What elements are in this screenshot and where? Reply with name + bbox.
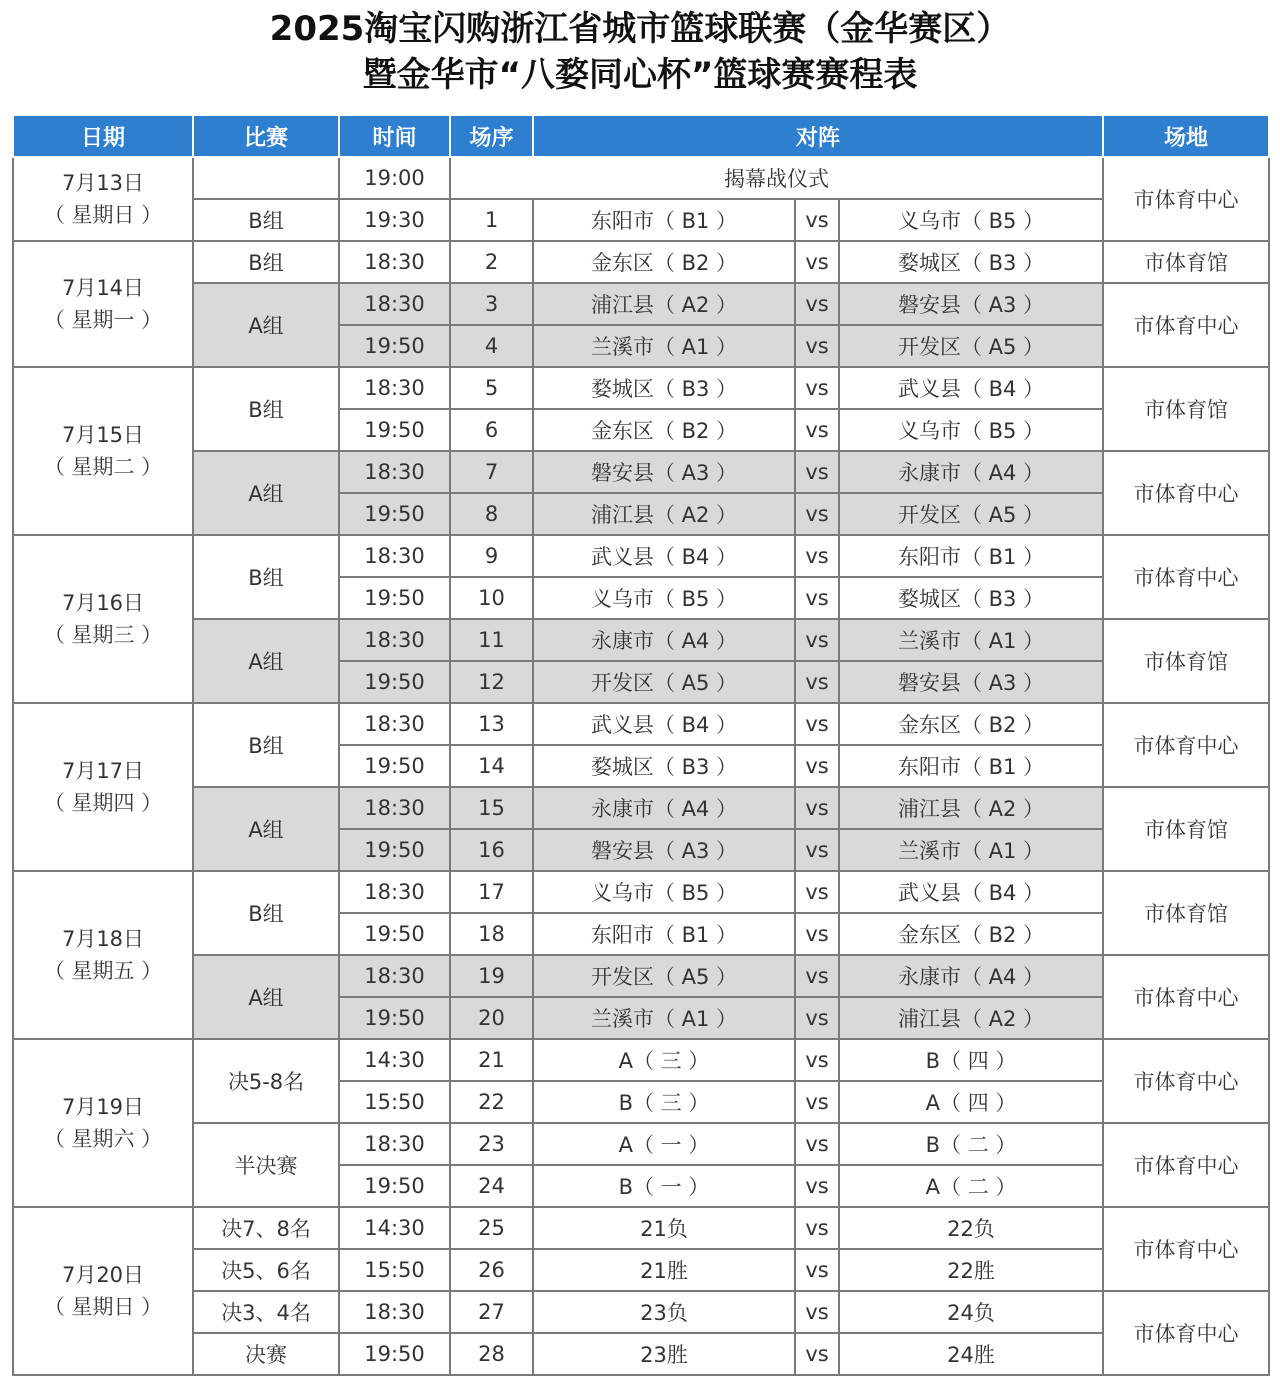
vs-cell: vs [795, 787, 839, 829]
date-cell [13, 871, 193, 1039]
home-team-cell: 23胜 [533, 1333, 795, 1375]
time-cell: 19:30 [339, 199, 450, 241]
weekday-text: （ 星期三 ） [43, 623, 163, 647]
home-team-cell: 浦江县（ A2 ） [533, 493, 795, 535]
date-cell [13, 157, 193, 241]
date-cell [13, 703, 193, 871]
table-row [13, 1249, 1269, 1291]
vs-cell: vs [795, 871, 839, 913]
seq-cell: 11 [450, 619, 533, 661]
seq-cell: 20 [450, 997, 533, 1039]
away-team-cell: 东阳市（ B1 ） [839, 535, 1103, 577]
time-cell: 19:50 [339, 493, 450, 535]
seq-cell: 8 [450, 493, 533, 535]
venue-cell: 市体育中心 [1103, 703, 1269, 787]
seq-cell: 4 [450, 325, 533, 367]
date-cell [13, 1039, 193, 1207]
time-cell: 15:50 [339, 1249, 450, 1291]
weekday-text: （ 星期二 ） [43, 455, 163, 479]
table-row [13, 157, 1269, 199]
weekday-text: （ 星期四 ） [43, 791, 163, 815]
table-row [13, 703, 1269, 745]
time-cell: 19:50 [339, 325, 450, 367]
weekday-text: （ 星期日 ） [43, 1295, 163, 1319]
away-team-cell: 义乌市（ B5 ） [839, 199, 1103, 241]
seq-cell: 1 [450, 199, 533, 241]
home-team-cell: 婺城区（ B3 ） [533, 367, 795, 409]
home-team-cell: 永康市（ A4 ） [533, 787, 795, 829]
venue-cell: 市体育中心 [1103, 157, 1269, 241]
vs-cell: vs [795, 1165, 839, 1207]
seq-cell: 2 [450, 241, 533, 283]
title-line-2: 暨金华市“八婺同心杯”篮球赛赛程表 [362, 55, 918, 95]
time-cell: 19:50 [339, 829, 450, 871]
time-cell: 18:30 [339, 241, 450, 283]
group-cell: B组 [193, 703, 339, 787]
date-text: 7月13日 [61, 171, 145, 195]
time-cell: 19:50 [339, 661, 450, 703]
away-team-cell: A（ 二 ） [839, 1165, 1103, 1207]
header-date: 日期 [13, 115, 193, 157]
seq-cell: 7 [450, 451, 533, 493]
home-team-cell: 磐安县（ A3 ） [533, 451, 795, 493]
time-cell: 19:50 [339, 409, 450, 451]
venue-cell: 市体育中心 [1103, 1207, 1269, 1291]
vs-cell: vs [795, 1081, 839, 1123]
home-team-cell: 婺城区（ B3 ） [533, 745, 795, 787]
venue-cell: 市体育馆 [1103, 241, 1269, 283]
time-cell: 18:30 [339, 955, 450, 997]
weekday-text: （ 星期日 ） [43, 203, 163, 227]
group-cell: 决5、6名 [193, 1249, 339, 1291]
seq-cell: 16 [450, 829, 533, 871]
away-team-cell: 磐安县（ A3 ） [839, 283, 1103, 325]
date-text: 7月17日 [61, 759, 145, 783]
header-match: 对阵 [533, 115, 1103, 157]
vs-cell: vs [795, 1291, 839, 1333]
table-row [13, 1123, 1269, 1165]
seq-cell: 17 [450, 871, 533, 913]
group-cell: A组 [193, 451, 339, 535]
seq-cell: 3 [450, 283, 533, 325]
date-cell [13, 241, 193, 367]
venue-cell: 市体育馆 [1103, 787, 1269, 871]
home-team-cell: 东阳市（ B1 ） [533, 913, 795, 955]
time-cell: 18:30 [339, 1291, 450, 1333]
date-cell [13, 535, 193, 703]
away-team-cell: 金东区（ B2 ） [839, 703, 1103, 745]
vs-cell: vs [795, 493, 839, 535]
time-cell: 18:30 [339, 703, 450, 745]
home-team-cell: 23负 [533, 1291, 795, 1333]
vs-cell: vs [795, 661, 839, 703]
seq-cell: 24 [450, 1165, 533, 1207]
table-row [13, 619, 1269, 661]
seq-cell: 21 [450, 1039, 533, 1081]
date-text: 7月15日 [61, 423, 145, 447]
vs-cell: vs [795, 829, 839, 871]
date-text: 7月16日 [61, 591, 145, 615]
seq-cell: 18 [450, 913, 533, 955]
away-team-cell: 浦江县（ A2 ） [839, 997, 1103, 1039]
ceremony-cell: 揭幕战仪式 [450, 157, 1103, 199]
date-cell [13, 367, 193, 535]
home-team-cell: 武义县（ B4 ） [533, 535, 795, 577]
home-team-cell: 永康市（ A4 ） [533, 619, 795, 661]
away-team-cell: 永康市（ A4 ） [839, 451, 1103, 493]
table-row [13, 283, 1269, 325]
vs-cell: vs [795, 955, 839, 997]
vs-cell: vs [795, 451, 839, 493]
seq-cell: 22 [450, 1081, 533, 1123]
away-team-cell: 婺城区（ B3 ） [839, 577, 1103, 619]
away-team-cell: 武义县（ B4 ） [839, 871, 1103, 913]
away-team-cell: B（ 二 ） [839, 1123, 1103, 1165]
venue-cell: 市体育中心 [1103, 535, 1269, 619]
schedule-table [12, 114, 1270, 1376]
group-cell: B组 [193, 241, 339, 283]
time-cell: 19:50 [339, 997, 450, 1039]
vs-cell: vs [795, 241, 839, 283]
venue-cell: 市体育馆 [1103, 367, 1269, 451]
away-team-cell: 24胜 [839, 1333, 1103, 1375]
table-row [13, 1291, 1269, 1333]
away-team-cell: 浦江县（ A2 ） [839, 787, 1103, 829]
time-cell: 19:00 [339, 157, 450, 199]
group-cell: A组 [193, 283, 339, 367]
home-team-cell: 兰溪市（ A1 ） [533, 997, 795, 1039]
seq-cell: 14 [450, 745, 533, 787]
time-cell: 18:30 [339, 367, 450, 409]
table-row [13, 241, 1269, 283]
table-row [13, 787, 1269, 829]
away-team-cell: 22负 [839, 1207, 1103, 1249]
home-team-cell: 开发区（ A5 ） [533, 955, 795, 997]
home-team-cell: 义乌市（ B5 ） [533, 577, 795, 619]
seq-cell: 15 [450, 787, 533, 829]
group-cell: A组 [193, 787, 339, 871]
vs-cell: vs [795, 745, 839, 787]
date-text: 7月20日 [61, 1263, 145, 1287]
group-cell: 决5-8名 [193, 1039, 339, 1123]
group-cell [193, 157, 339, 199]
away-team-cell: 磐安县（ A3 ） [839, 661, 1103, 703]
venue-cell: 市体育中心 [1103, 1123, 1269, 1207]
date-text: 7月18日 [61, 927, 145, 951]
home-team-cell: 义乌市（ B5 ） [533, 871, 795, 913]
group-cell: 决赛 [193, 1333, 339, 1375]
venue-cell: 市体育中心 [1103, 1291, 1269, 1375]
table-row [13, 535, 1269, 577]
vs-cell: vs [795, 535, 839, 577]
group-cell: A组 [193, 619, 339, 703]
seq-cell: 26 [450, 1249, 533, 1291]
away-team-cell: 兰溪市（ A1 ） [839, 619, 1103, 661]
table-row [13, 367, 1269, 409]
weekday-text: （ 星期六 ） [43, 1127, 163, 1151]
vs-cell: vs [795, 913, 839, 955]
group-cell: B组 [193, 535, 339, 619]
date-text: 7月19日 [61, 1095, 145, 1119]
away-team-cell: 武义县（ B4 ） [839, 367, 1103, 409]
vs-cell: vs [795, 997, 839, 1039]
away-team-cell: 永康市（ A4 ） [839, 955, 1103, 997]
time-cell: 14:30 [339, 1039, 450, 1081]
vs-cell: vs [795, 1039, 839, 1081]
home-team-cell: B（ 一 ） [533, 1165, 795, 1207]
time-cell: 18:30 [339, 283, 450, 325]
vs-cell: vs [795, 1123, 839, 1165]
seq-cell: 23 [450, 1123, 533, 1165]
away-team-cell: 开发区（ A5 ） [839, 325, 1103, 367]
vs-cell: vs [795, 367, 839, 409]
vs-cell: vs [795, 703, 839, 745]
title-line-1: 2025淘宝闪购浙江省城市篮球联赛（金华赛区） [269, 9, 1011, 49]
table-row [13, 871, 1269, 913]
table-row [13, 451, 1269, 493]
vs-cell: vs [795, 619, 839, 661]
group-cell: B组 [193, 367, 339, 451]
away-team-cell: 义乌市（ B5 ） [839, 409, 1103, 451]
time-cell: 18:30 [339, 871, 450, 913]
group-cell: 决7、8名 [193, 1207, 339, 1249]
time-cell: 19:50 [339, 1165, 450, 1207]
time-cell: 18:30 [339, 787, 450, 829]
home-team-cell: A（ 三 ） [533, 1039, 795, 1081]
venue-cell: 市体育中心 [1103, 1039, 1269, 1123]
time-cell: 18:30 [339, 619, 450, 661]
away-team-cell: A（ 四 ） [839, 1081, 1103, 1123]
seq-cell: 25 [450, 1207, 533, 1249]
group-cell: B组 [193, 199, 339, 241]
time-cell: 19:50 [339, 577, 450, 619]
header-group: 比赛 [193, 115, 339, 157]
vs-cell: vs [795, 1207, 839, 1249]
home-team-cell: 磐安县（ A3 ） [533, 829, 795, 871]
seq-cell: 6 [450, 409, 533, 451]
time-cell: 18:30 [339, 451, 450, 493]
seq-cell: 27 [450, 1291, 533, 1333]
vs-cell: vs [795, 1333, 839, 1375]
seq-cell: 12 [450, 661, 533, 703]
header-time: 时间 [339, 115, 450, 157]
home-team-cell: A（ 一 ） [533, 1123, 795, 1165]
home-team-cell: 东阳市（ B1 ） [533, 199, 795, 241]
header-row [13, 115, 1269, 157]
home-team-cell: 浦江县（ A2 ） [533, 283, 795, 325]
away-team-cell: 24负 [839, 1291, 1103, 1333]
time-cell: 14:30 [339, 1207, 450, 1249]
vs-cell: vs [795, 1249, 839, 1291]
time-cell: 15:50 [339, 1081, 450, 1123]
home-team-cell: 金东区（ B2 ） [533, 241, 795, 283]
table-row [13, 1333, 1269, 1375]
venue-cell: 市体育馆 [1103, 871, 1269, 955]
table-row [13, 199, 1269, 241]
home-team-cell: 武义县（ B4 ） [533, 703, 795, 745]
home-team-cell: B（ 三 ） [533, 1081, 795, 1123]
time-cell: 19:50 [339, 745, 450, 787]
vs-cell: vs [795, 577, 839, 619]
table-row [13, 1207, 1269, 1249]
group-cell: 半决赛 [193, 1123, 339, 1207]
away-team-cell: 婺城区（ B3 ） [839, 241, 1103, 283]
seq-cell: 13 [450, 703, 533, 745]
away-team-cell: 东阳市（ B1 ） [839, 745, 1103, 787]
weekday-text: （ 星期一 ） [43, 308, 163, 332]
table-row [13, 955, 1269, 997]
vs-cell: vs [795, 199, 839, 241]
date-text: 7月14日 [61, 276, 145, 300]
seq-cell: 28 [450, 1333, 533, 1375]
table-row [13, 1039, 1269, 1081]
away-team-cell: 金东区（ B2 ） [839, 913, 1103, 955]
seq-cell: 10 [450, 577, 533, 619]
group-cell: 决3、4名 [193, 1291, 339, 1333]
time-cell: 19:50 [339, 1333, 450, 1375]
weekday-text: （ 星期五 ） [43, 959, 163, 983]
vs-cell: vs [795, 409, 839, 451]
vs-cell: vs [795, 325, 839, 367]
venue-cell: 市体育中心 [1103, 283, 1269, 367]
venue-cell: 市体育中心 [1103, 451, 1269, 535]
venue-cell: 市体育馆 [1103, 619, 1269, 703]
away-team-cell: 22胜 [839, 1249, 1103, 1291]
away-team-cell: 兰溪市（ A1 ） [839, 829, 1103, 871]
date-cell [13, 1207, 193, 1375]
home-team-cell: 金东区（ B2 ） [533, 409, 795, 451]
seq-cell: 5 [450, 367, 533, 409]
group-cell: B组 [193, 871, 339, 955]
time-cell: 18:30 [339, 1123, 450, 1165]
vs-cell: vs [795, 283, 839, 325]
venue-cell: 市体育中心 [1103, 955, 1269, 1039]
header-venue: 场地 [1103, 115, 1269, 157]
home-team-cell: 开发区（ A5 ） [533, 661, 795, 703]
group-cell: A组 [193, 955, 339, 1039]
schedule-body [13, 157, 1269, 1375]
seq-cell: 9 [450, 535, 533, 577]
home-team-cell: 21负 [533, 1207, 795, 1249]
time-cell: 19:50 [339, 913, 450, 955]
away-team-cell: B（ 四 ） [839, 1039, 1103, 1081]
home-team-cell: 21胜 [533, 1249, 795, 1291]
header-seq: 场序 [450, 115, 533, 157]
home-team-cell: 兰溪市（ A1 ） [533, 325, 795, 367]
time-cell: 18:30 [339, 535, 450, 577]
seq-cell: 19 [450, 955, 533, 997]
away-team-cell: 开发区（ A5 ） [839, 493, 1103, 535]
